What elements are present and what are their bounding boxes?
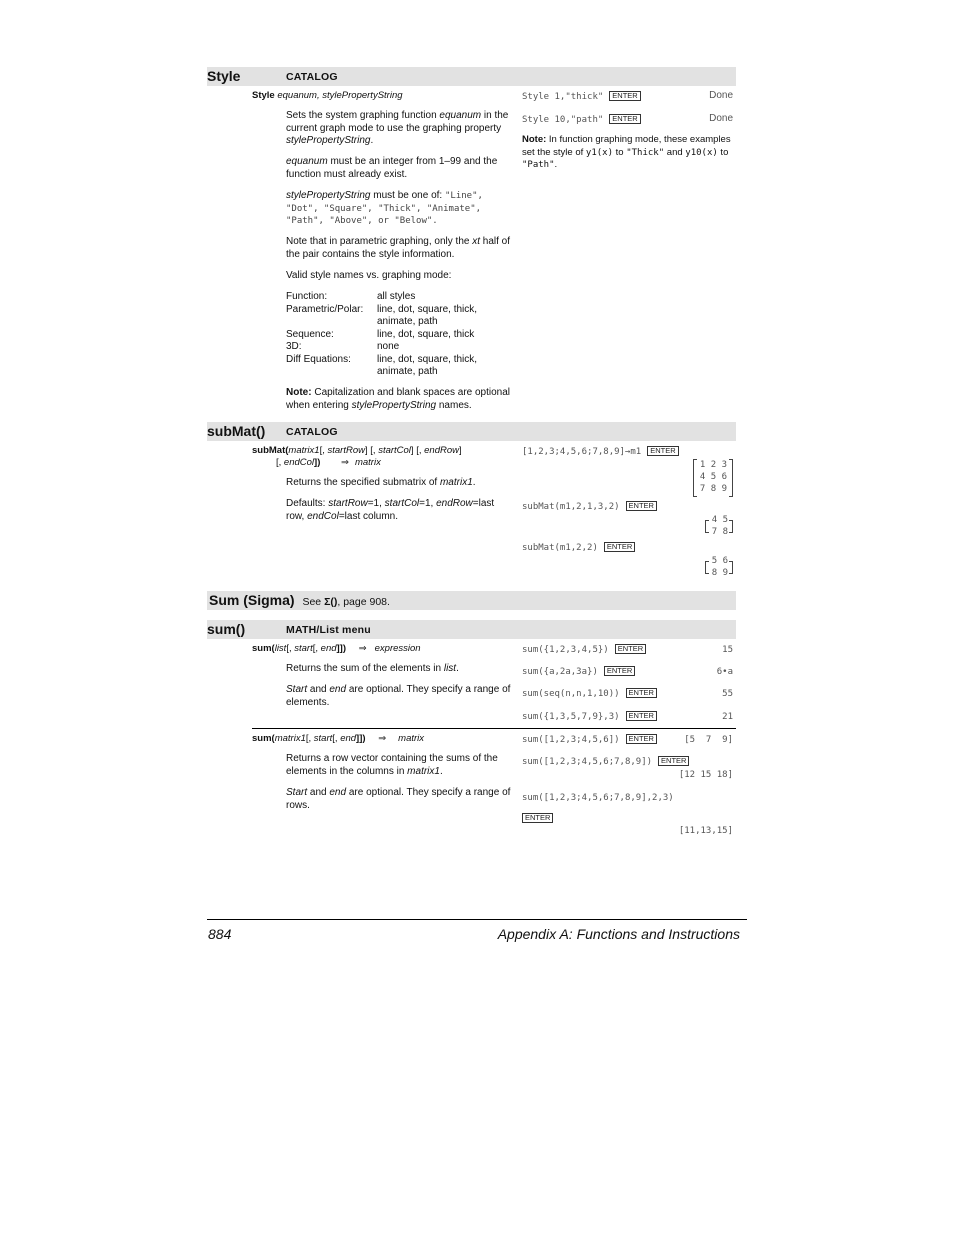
example-input: sum([1,2,3;4,5,6;7,8,9],2,3)	[522, 793, 674, 803]
mode-value: line, dot, square, thick	[377, 328, 475, 340]
example-result: Done	[709, 113, 733, 124]
example-input: sum({1,3,5,7,9},3) ENTER	[522, 711, 657, 724]
section-title-submat: subMat()	[207, 423, 266, 439]
returns-arrow-icon: ⇒	[378, 733, 387, 744]
mode-value: animate, path	[377, 316, 438, 327]
desc-style-5: Valid style names vs. graphing mode:	[286, 270, 452, 281]
example-result: 21	[722, 712, 733, 722]
desc-sum-4: Start and end are optional. They specify a range of rows.	[286, 787, 511, 811]
mode-value: none	[377, 341, 400, 352]
enter-key-icon: ENTER	[626, 734, 657, 744]
section-category-style: CATALOG	[286, 71, 338, 83]
desc-sum-3: Returns a row vector containing the sums of the elements in the columns in matrix1.	[286, 753, 498, 777]
example-input: Style 1,"thick" ENTER	[522, 91, 641, 104]
example-result: [11,13,15]	[678, 826, 733, 836]
enter-key-icon: ENTER	[522, 813, 553, 823]
enter-key-icon: ENTER	[609, 91, 640, 101]
mode-value: all styles	[377, 291, 416, 302]
example-note-style: Note: In function graphing mode, these examples set the style of y1(x) to "Thick" and y10(x) to "Path".	[522, 134, 731, 170]
mode-label: Diff Equations:	[286, 353, 351, 365]
syntax-style: Style equanum, stylePropertyString	[252, 90, 403, 101]
example-result: 15	[722, 645, 733, 655]
mode-value: line, dot, square, thick,	[377, 353, 478, 365]
example-input: Style 10,"path" ENTER	[522, 114, 641, 127]
example-input: subMat(m1,2,2) ENTER	[522, 542, 635, 555]
syntax-submat-line2: [, endCol]) ⇒ matrix	[276, 457, 381, 468]
divider	[252, 728, 736, 729]
note-style: Note: Capitalization and blank spaces are optional when entering stylePropertyString names.	[286, 387, 511, 411]
mode-value: animate, path	[377, 366, 438, 377]
section-title-style: Style	[207, 68, 241, 84]
mode-value: line, dot, square, thick,	[377, 303, 478, 315]
enter-key-icon: ENTER	[626, 501, 657, 511]
enter-key-icon: ENTER	[604, 542, 635, 552]
example-key	[522, 813, 553, 826]
section-title-sum: sum()	[207, 621, 246, 637]
bracket-right-icon	[729, 520, 733, 533]
example-input: subMat(m1,2,1,3,2) ENTER	[522, 501, 657, 514]
desc-style-1: Sets the system graphing function equanum in the current graph mode to use the graphing property stylePropertyString.	[286, 110, 509, 146]
example-result-matrix: 5 6 8 9	[705, 555, 733, 580]
enter-key-icon: ENTER	[609, 114, 640, 124]
enter-key-icon: ENTER	[658, 756, 689, 766]
enter-key-icon: ENTER	[626, 711, 657, 721]
example-result: 55	[722, 689, 733, 699]
syntax-sum-matrix: sum(matrix1[, start[, end]]) ⇒ matrix	[252, 733, 425, 744]
section-category-submat: CATALOG	[286, 426, 338, 438]
section-category-sum: MATH/List menu	[286, 624, 371, 636]
example-input: sum({1,2,3,4,5}) ENTER	[522, 644, 646, 657]
mode-label: Function:	[286, 291, 328, 302]
desc-sum-2: Start and end are optional. They specify a range of elements.	[286, 684, 511, 708]
mode-label: Sequence:	[286, 328, 334, 340]
chapter-title: Appendix A: Functions and Instructions	[497, 926, 740, 942]
desc-submat-1: Returns the specified submatrix of matrix1.	[286, 477, 476, 488]
example-result-matrix: 1 2 3 4 5 6 7 8 9	[693, 459, 733, 497]
returns-arrow-icon: ⇒	[358, 643, 367, 654]
bracket-right-icon	[729, 561, 733, 574]
enter-key-icon: ENTER	[626, 688, 657, 698]
desc-style-3: stylePropertyString must be one of: "Line", "Dot", "Square", "Thick", "Animate", "Path", "Above", or "Below".	[286, 190, 483, 226]
see-reference: See Σ(), page 908.	[302, 596, 390, 608]
example-input: sum([1,2,3;4,5,6;7,8,9]) ENTER	[522, 756, 689, 769]
desc-style-4: Note that in parametric graphing, only the xt half of the pair contains the style information.	[286, 236, 511, 260]
example-input: sum([1,2,3;4,5,6]) ENTER	[522, 734, 657, 747]
desc-style-2: equanum must be an integer from 1–99 and the function must already exist.	[286, 156, 498, 180]
example-input: sum({a,2a,3a}) ENTER	[522, 666, 635, 679]
example-result: [5 7 9]	[684, 735, 733, 745]
example-result-matrix: 4 5 7 8	[705, 514, 733, 539]
enter-key-icon: ENTER	[604, 666, 635, 676]
bracket-right-icon	[729, 459, 733, 497]
bracket-left-icon	[693, 459, 697, 497]
enter-key-icon: ENTER	[615, 644, 646, 654]
mode-label: Parametric/Polar:	[286, 303, 364, 315]
page-number: 884	[208, 926, 232, 942]
example-input: sum(seq(n,n,1,10)) ENTER	[522, 688, 657, 701]
syntax-submat: subMat(matrix1[, startRow] [, startCol] [, endRow]	[252, 445, 462, 456]
desc-sum-1: Returns the sum of the elements in list.	[286, 663, 459, 674]
footer-rule	[207, 919, 747, 920]
section-title-sigma: Sum (Sigma) See Σ(), page 908.	[209, 592, 390, 608]
syntax-sum-list: sum(list[, start[, end]]) ⇒ expression	[252, 643, 421, 654]
desc-submat-2: Defaults: startRow=1, startCol=1, endRow=last row, endCol=last column.	[286, 498, 495, 522]
bracket-left-icon	[705, 520, 709, 533]
returns-arrow-icon: ⇒	[341, 457, 349, 468]
mode-label: 3D:	[286, 341, 302, 352]
example-input: [1,2,3;4,5,6;7,8,9]→m1 ENTER	[522, 446, 679, 459]
example-result: [12 15 18]	[678, 770, 733, 780]
example-result: 6•a	[716, 667, 733, 677]
bracket-left-icon	[705, 561, 709, 574]
example-result: Done	[709, 90, 733, 101]
enter-key-icon: ENTER	[647, 446, 678, 456]
